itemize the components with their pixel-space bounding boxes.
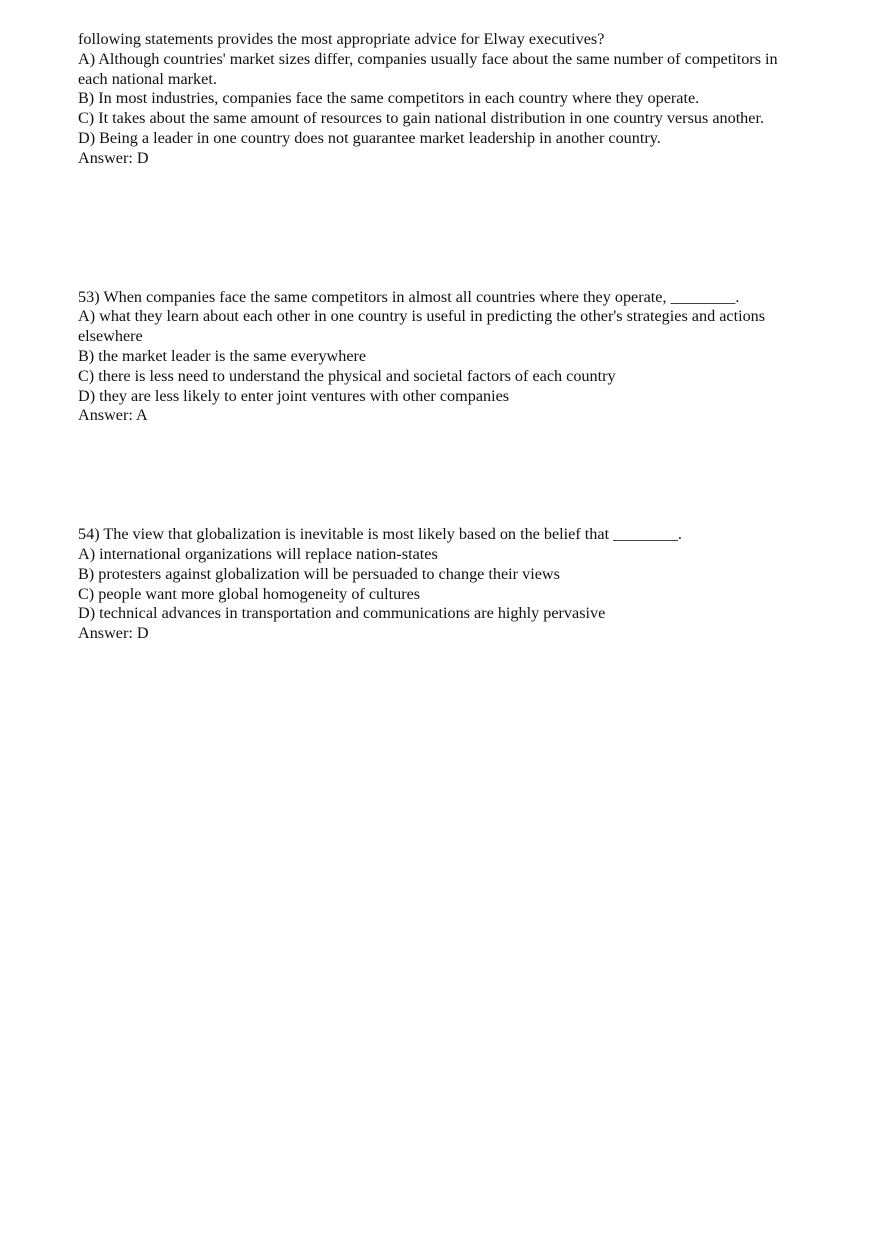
question-stem: 54) The view that globalization is inevitable is most likely based on the belief that ________. [78,525,682,544]
option-d: D) technical advances in transportation and communications are highly pervasive [78,604,606,623]
answer: Answer: A [78,406,148,425]
question-stem: following statements provides the most appropriate advice for Elway executives? [78,30,605,48]
option-a: A) Although countries' market sizes differ, companies usually face about the same number of competitors in each national market. [78,49,778,88]
option-c: C) It takes about the same amount of resources to gain national distribution in one country versus another. [78,109,765,128]
option-a: A) what they learn about each other in one country is useful in predicting the other's strategies and actions elsewhere [78,307,766,346]
option-c: C) there is less need to understand the physical and societal factors of each country [78,366,616,385]
option-b: B) protesters against globalization will be persuaded to change their views [78,564,560,583]
answer: Answer: D [78,148,149,167]
option-c: C) people want more global homogeneity of cultures [78,584,421,603]
question-53 [78,288,798,427]
option-d: D) they are less likely to enter joint ventures with other companies [78,386,510,405]
question-54 [78,525,798,644]
question-52-continued [78,30,798,169]
question-stem: 53) When companies face the same competitors in almost all countries where they operate, ________. [78,287,740,306]
option-a: A) international organizations will replace nation-states [78,544,438,563]
answer: Answer: D [78,624,149,643]
document-page [78,30,798,644]
option-d: D) Being a leader in one country does not guarantee market leadership in another country. [78,128,661,147]
option-b: B) the market leader is the same everywhere [78,346,367,365]
option-b: B) In most industries, companies face the same competitors in each country where they operate. [78,89,700,108]
